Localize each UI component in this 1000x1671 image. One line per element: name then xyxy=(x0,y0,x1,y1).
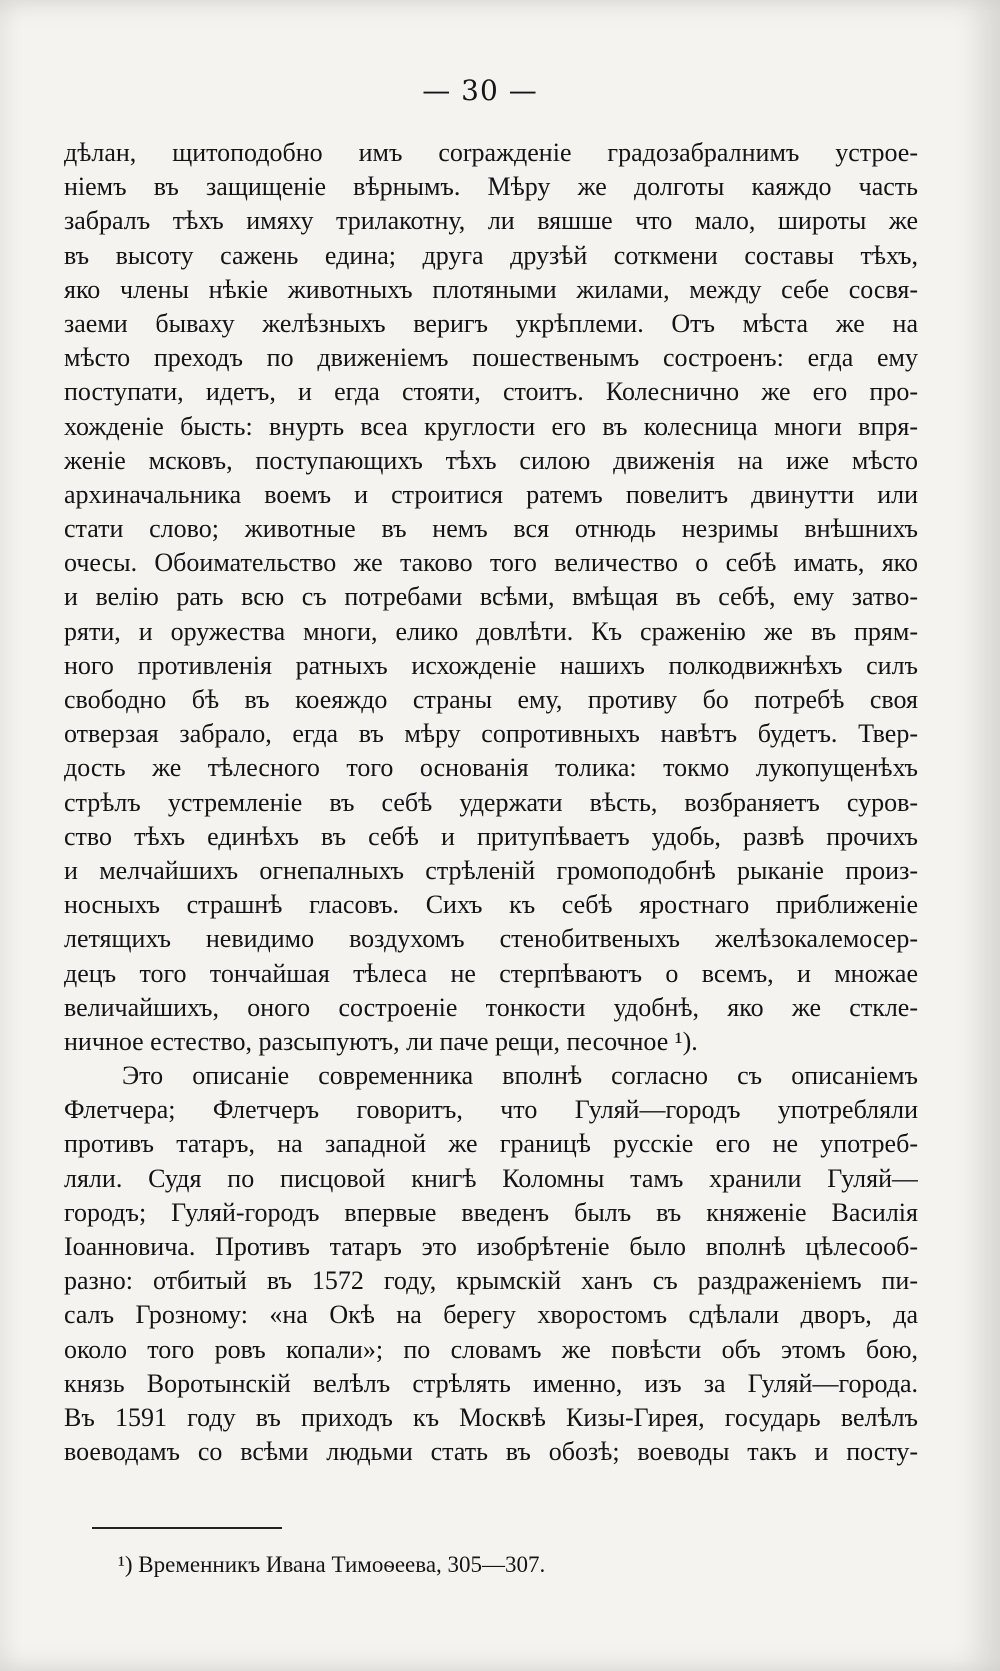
text-line: ного противленія ратныхъ исхожденіе нашихъ полкодвижнѣхъ силъ xyxy=(64,650,918,680)
text-line: воеводамъ со всѣми людьми стать въ обозѣ; воеводы такъ и посту- xyxy=(64,1437,918,1467)
text-line: мѣсто преходъ по движеніемъ пошественымъ состроенъ: егда ему xyxy=(64,343,918,373)
text-line: Флетчера; Флетчеръ говоритъ, что Гуляй—городъ употребляли xyxy=(64,1095,918,1125)
text-line: яко члены нѣкіе животныхъ плотяными жилами, между себе сосвя- xyxy=(64,274,918,304)
text-line: салъ Грозному: «на Окѣ на берегу хворостомъ сдѣлали дворъ, да xyxy=(64,1300,918,1330)
text-line: носныхъ страшнѣ гласовъ. Сихъ къ себѣ яростнаго приближеніе xyxy=(64,890,918,920)
text-line: заеми бываху желѣзныхъ веригъ укрѣплеми. Отъ мѣста же на xyxy=(64,308,918,338)
text-line: князь Воротынскій велѣлъ стрѣлять именно, изъ за Гуляй—города. xyxy=(64,1368,918,1398)
text-line: ство тѣхъ единѣхъ въ себѣ и притупѣваетъ удобь, развѣ прочихъ xyxy=(64,821,918,851)
text-line: Въ 1591 году въ приходъ къ Москвѣ Кизы-Гирея, государь велѣлъ xyxy=(64,1402,918,1432)
text-line: отверзая забрало, егда въ мѣру сопротивныхъ навѣтъ будетъ. Твер- xyxy=(64,719,918,749)
text-line: противъ татаръ, на западной же границѣ русскіе его не употреб- xyxy=(64,1129,918,1159)
footnote: ¹) Временникъ Ивана Тимоѳеева, 305—307. xyxy=(118,1552,546,1577)
text-line: стати слово; животные въ немъ вся отнюдь незримы внѣшнихъ xyxy=(64,514,918,544)
text-line: летящихъ невидимо воздухомъ стенобитвеныхъ желѣзокалемосер- xyxy=(64,924,918,954)
text-line: ничное естество, разсыпуютъ, ли паче рещи, песочное ¹). xyxy=(64,1026,698,1056)
page-number: — 30 — xyxy=(422,74,538,107)
text-line: свободно бѣ въ коеяждо страны ему, противу бо потребѣ своя xyxy=(64,685,918,714)
text-line: величайшихъ, оного состроеніе тонкости удобнѣ, яко же сткле- xyxy=(64,992,918,1022)
text-line: дость же тѣлесного того основанія толика: токмо лукопущенѣхъ xyxy=(64,753,918,783)
text-line: хожденіе бысть: внурть всеа круглости его въ колесница многи впря- xyxy=(64,411,918,441)
text-line: децъ того тончайшая тѣлеса не стерпѣваютъ о всемъ, и множае xyxy=(64,958,918,988)
text-line: и мелчайшихъ огнепалныхъ стрѣленій громоподобнѣ рыканіе произ- xyxy=(64,855,918,885)
text-line: архиначальника воемъ и строитися ратемъ повелитъ двинутти или xyxy=(64,479,918,509)
text-line: Іоанновича. Противъ татаръ это изобрѣтеніе было вполнѣ цѣлесооб- xyxy=(64,1232,918,1261)
text-line: очесы. Обоимательство же таково того величество о себѣ имать, яко xyxy=(64,548,918,578)
text-line: Это описаніе современника вполнѣ согласно съ описаніемъ xyxy=(122,1061,918,1091)
text-line: разно: отбитый въ 1572 году, крымскій ханъ съ раздраженіемъ пи- xyxy=(64,1266,918,1296)
text-line: городъ; Гуляй-городъ впервые введенъ былъ въ княженіе Василія xyxy=(64,1197,918,1227)
text-line: стрѣлъ устремленіе въ себѣ удержати вѣсть, возбраняетъ суров- xyxy=(64,787,918,817)
text-line: поступати, идетъ, и егда стояти, стоитъ. Колеснично же его про- xyxy=(64,377,918,407)
text-line: и велію рать всю съ потребами всѣми, вмѣщая въ себѣ, ему затво- xyxy=(64,582,918,612)
footnote-divider xyxy=(92,1527,282,1529)
body-text xyxy=(64,136,918,1469)
text-line: около того ровъ копали»; по словамъ же повѣсти объ этомъ бою, xyxy=(64,1334,918,1364)
text-line: ляли. Судя по писцовой книгѣ Коломны тамъ хранили Гуляй— xyxy=(64,1163,918,1193)
text-line: ніемъ въ защищеніе вѣрнымъ. Мѣру же долготы каяждо часть xyxy=(64,172,918,202)
text-line: женіе мсковъ, поступающихъ тѣхъ силою движенія на иже мѣсто xyxy=(64,445,918,475)
text-line: ряти, и оружества многи, елико довлѣти. Къ сраженію же въ прям- xyxy=(64,616,918,646)
text-line: забралъ тѣхъ имяху трилакотну, ли вяшше что мало, широты же xyxy=(64,206,918,236)
text-line: въ высоту сажень едина; друга друзѣй соткмени составы тѣхъ, xyxy=(64,240,918,270)
text-line: дѣлан, щитоподобно имъ соrражденіе градозабралнимъ устрое- xyxy=(64,138,918,167)
